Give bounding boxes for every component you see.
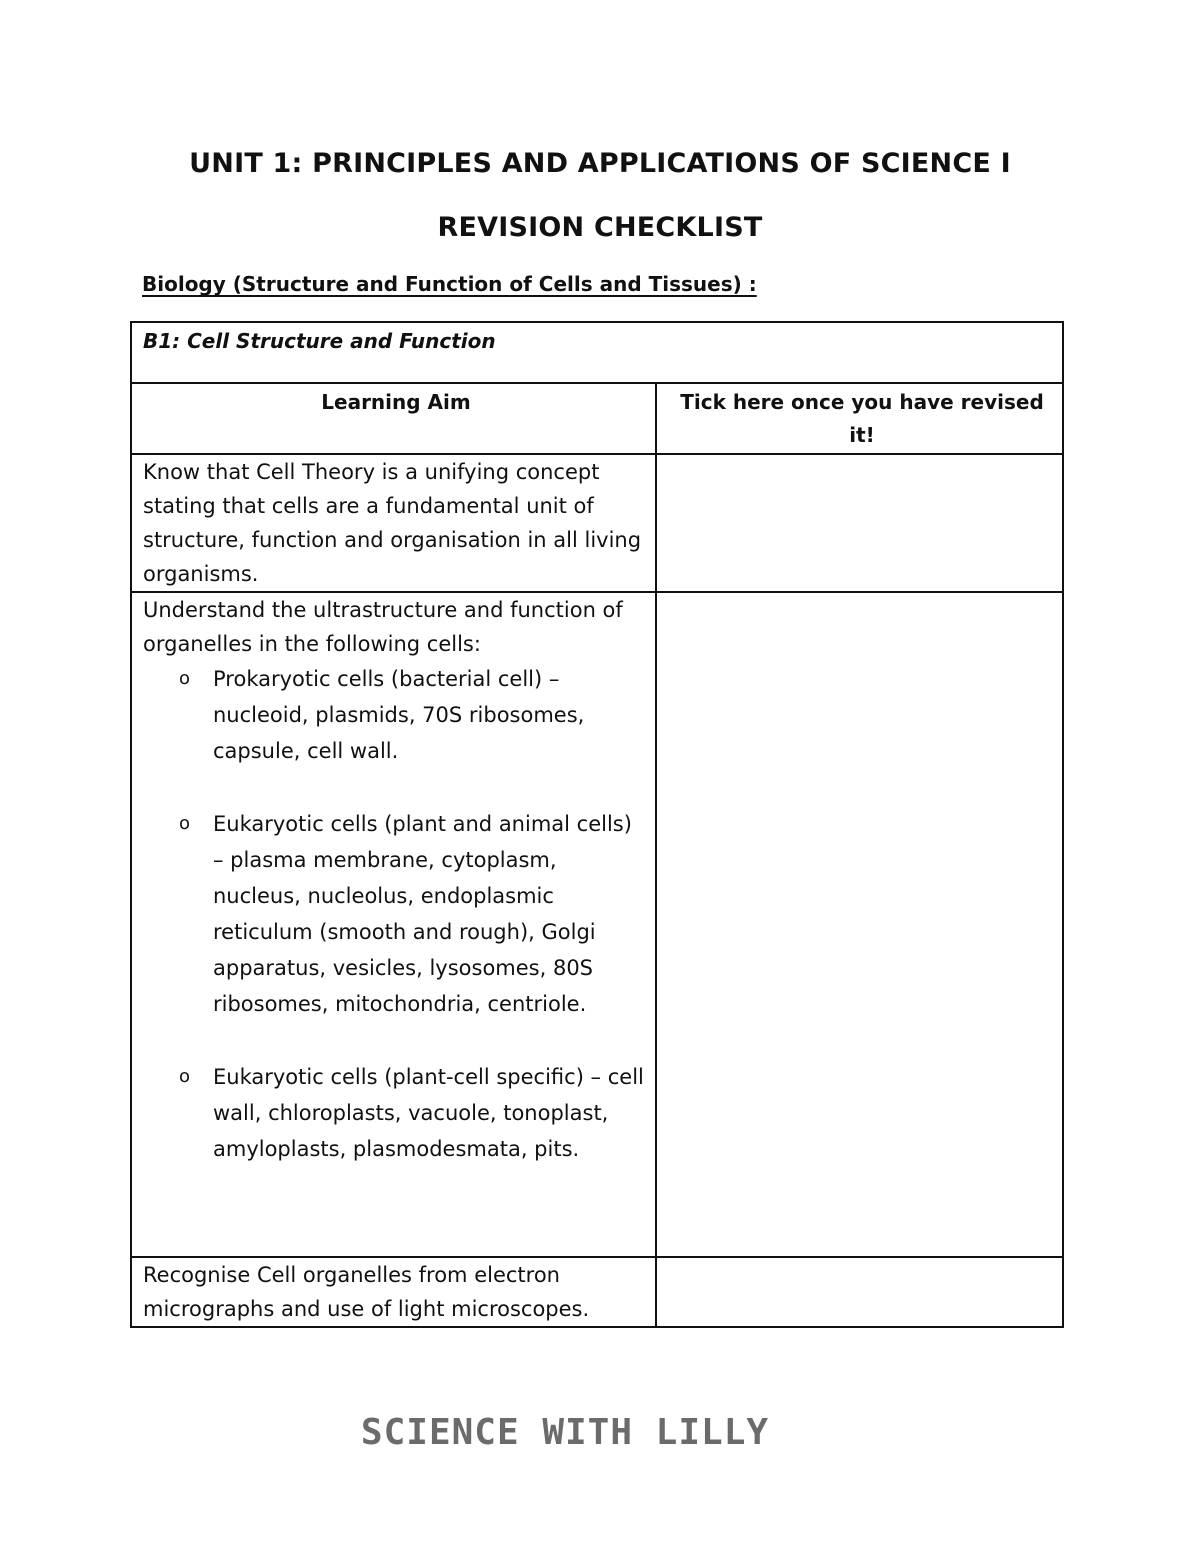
learning-aim-text: Understand the ultrastructure and function of organelles in the following cells:	[143, 598, 623, 656]
learning-aim-cell	[131, 1257, 656, 1327]
table-header-row	[131, 383, 1063, 454]
list-item	[143, 1059, 649, 1167]
tick-cell[interactable]	[656, 592, 1063, 1257]
bullet-icon: o	[179, 668, 191, 689]
table-row	[131, 454, 1063, 592]
learning-aim-text: Know that Cell Theory is a unifying concept stating that cells are a fundamental unit of structure, function and organisation in all living organisms.	[143, 460, 642, 586]
unit-heading: B1: Cell Structure and Function	[131, 322, 1063, 383]
footer-brand-logo: SCIENCE WITH LILLY	[360, 1412, 770, 1453]
list-item	[143, 806, 649, 1022]
tick-cell[interactable]	[656, 1257, 1063, 1327]
bullet-icon: o	[179, 1066, 191, 1087]
column-header-learning-aim: Learning Aim	[131, 383, 656, 454]
unit-heading-row	[131, 322, 1063, 383]
list-item-text: Eukaryotic cells (plant-cell specific) – cell wall, chloroplasts, vacuole, tonoplast, amyloplasts, plasmodesmata, pits.	[213, 1065, 644, 1161]
learning-aim-text: Recognise Cell organelles from electron micrographs and use of light microscopes.	[143, 1263, 590, 1321]
revision-checklist-table	[130, 321, 1064, 1328]
bullet-icon: o	[179, 813, 191, 834]
learning-aim-cell	[131, 454, 656, 592]
organelle-list	[143, 661, 649, 1167]
list-item-text: Prokaryotic cells (bacterial cell) – nucleoid, plasmids, 70S ribosomes, capsule, cell wall.	[213, 667, 585, 763]
column-header-tick: Tick here once you have revised it!	[656, 383, 1063, 454]
section-heading: Biology (Structure and Function of Cells and Tissues) :	[142, 272, 757, 296]
page-subtitle: REVISION CHECKLIST	[437, 212, 763, 243]
page-title: UNIT 1: PRINCIPLES AND APPLICATIONS OF SCIENCE I	[189, 148, 1011, 179]
learning-aim-cell	[131, 592, 656, 1257]
list-item-text: Eukaryotic cells (plant and animal cells) – plasma membrane, cytoplasm, nucleus, nucleolus, endoplasmic reticulum (smooth and rough), Golgi apparatus, vesicles, lysosomes, 80S ribosomes, mitochondria, centriole.	[213, 812, 632, 1016]
tick-cell[interactable]	[656, 454, 1063, 592]
table-row	[131, 592, 1063, 1257]
table-row	[131, 1257, 1063, 1327]
list-item	[143, 661, 649, 769]
